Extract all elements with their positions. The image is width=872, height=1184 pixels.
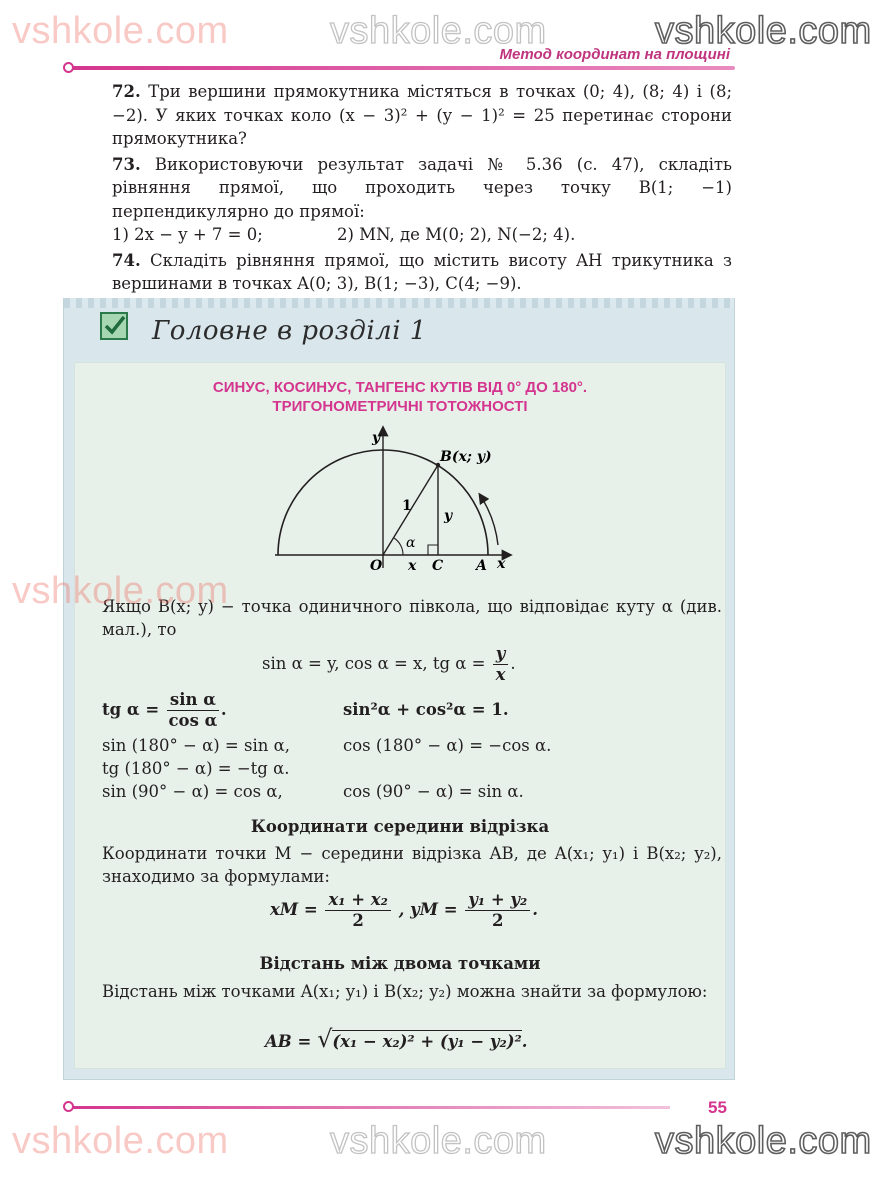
- unit-circle-intro: Якщо B(x; y) − точка одиничного півкола, що відповідає куту α (див. мал.), то: [102, 597, 722, 639]
- watermark: vshkole.com: [12, 1120, 229, 1162]
- y-axis-label: y: [372, 430, 381, 446]
- header-rule-dot: [63, 62, 74, 73]
- point-a-label: A: [476, 558, 487, 574]
- tg-fraction: [493, 644, 509, 685]
- ab-left: AB =: [265, 1032, 312, 1051]
- x-axis-label: x: [497, 556, 506, 572]
- tg-denominator: x: [495, 665, 506, 684]
- page-number: 55: [708, 1098, 727, 1117]
- point-c-label: C: [432, 558, 444, 574]
- tg-ratio-denominator: cos α: [168, 711, 218, 730]
- xm-left: xM =: [270, 900, 318, 919]
- ym-numerator: y₁ + y₂: [465, 890, 530, 911]
- radicand: (x₁ − x₂)² + (y₁ − y₂)²: [332, 1032, 522, 1051]
- exercise-number: 73.: [112, 154, 141, 174]
- reduction-cos-180: cos (180° − α) = −cos α.: [343, 736, 552, 755]
- ym-denominator: 2: [492, 911, 504, 930]
- reduction-cos-90: cos (90° − α) = sin α.: [343, 782, 524, 801]
- watermark: vshkole.com: [12, 10, 229, 52]
- exercise-text: Використовуючи результат задачі № 5.36 (с. 47), складіть рівняння прямої, що проходить через точку B(1; −1) перпендикулярно до прямої:: [112, 154, 733, 221]
- section-title-trig: [75, 378, 725, 416]
- exercise-73-options: [80, 223, 732, 247]
- origin-label: O: [370, 558, 383, 574]
- point-b-label: B(x; y): [440, 449, 492, 465]
- angle-arc: [394, 538, 403, 555]
- tg-identity: tg α = $\frac{\text{sin α}}{\text{cos α}}$ .: [102, 690, 227, 730]
- xm-denominator: 2: [352, 911, 364, 930]
- radius-label: 1: [402, 498, 412, 514]
- exercise-list: [112, 80, 732, 296]
- distance-text: Відстань між точками A(x₁; y₁) і B(x₂; y₂) можна знайти за формулою:: [102, 982, 708, 1001]
- exercise-text: Три вершини прямокутника містяться в точках (0; 4), (8; 4) і (8; −2). У яких точках коло (x − 3)² + (y − 1)² = 25 перетинає сторони прямокутника?: [112, 82, 732, 148]
- section-title-line2: ТРИГОНОМЕТРИЧНІ ТОТОЖНОСТІ: [272, 398, 528, 415]
- xm-fraction: [325, 890, 390, 931]
- checkbox-icon: [100, 312, 128, 340]
- exercise-73: [112, 153, 732, 224]
- watermark: vshkole.com: [330, 10, 547, 52]
- exercise-74: [112, 249, 732, 296]
- footer-rule: [70, 1106, 670, 1109]
- running-header: Метод координат на площині: [499, 46, 730, 63]
- ym-left: , yM =: [398, 900, 458, 919]
- section-title-distance: Відстань між двома точками: [259, 954, 541, 973]
- header-rule: [70, 66, 735, 70]
- basic-formulas: sin α = y, cos α = x, tg α = $\frac{y}{x}$ .: [262, 644, 516, 684]
- reduction-sin-180: sin (180° − α) = sin α,: [102, 736, 291, 755]
- alpha-label: α: [406, 535, 416, 551]
- frame-strip: [64, 298, 734, 308]
- sqrt-icon: √: [317, 1025, 333, 1053]
- exercise-number: 74.: [112, 250, 141, 270]
- midpoint-formulas: xM = $\frac{\text{x₁ + x₂}}{2}$ , yM = $\frac{\text{y₁ + y₂}}{2}$ .: [270, 890, 538, 930]
- tg-numerator: y: [493, 644, 509, 665]
- segment-y-label: y: [444, 508, 453, 524]
- right-angle-mark: [428, 545, 438, 555]
- xm-numerator: x₁ + x₂: [325, 890, 390, 911]
- option-2: 2) MN, де M(0; 2), N(−2; 4).: [337, 225, 576, 244]
- exercise-72: [80, 80, 732, 151]
- unit-semicircle-diagram: [270, 420, 530, 580]
- distance-formula: AB = √(x₁ − x₂)² + (y₁ − y₂)².: [265, 1025, 528, 1053]
- option-1: 1) 2x − y + 7 = 0;: [112, 225, 263, 244]
- tg-ratio-numerator: sin α: [167, 690, 219, 711]
- watermark: vshkole.com: [655, 1120, 872, 1162]
- ym-fraction: [465, 890, 530, 931]
- midpoint-text: Координати точки M − середини відрізка AB, де A(x₁; y₁) і B(x₂; y₂), знаходимо за формулами:: [102, 844, 722, 886]
- pythagorean-identity: sin²α + cos²α = 1.: [343, 700, 509, 719]
- exercise-number: 72.: [112, 82, 141, 101]
- watermark: vshkole.com: [655, 10, 872, 52]
- tg-ratio-fraction: [167, 690, 219, 731]
- watermark: vshkole.com: [12, 570, 229, 612]
- segment-x-label: x: [408, 558, 417, 574]
- reduction-sin-90: sin (90° − α) = cos α,: [102, 782, 283, 801]
- section-title-line1: СИНУС, КОСИНУС, ТАНГЕНС КУТІВ ВІД 0° ДО 180°.: [212, 379, 588, 396]
- tg-left: tg α =: [102, 700, 160, 719]
- basic-formula-text: sin α = y, cos α = x, tg α =: [262, 654, 486, 673]
- watermark: vshkole.com: [330, 1120, 547, 1162]
- reduction-tg-180: tg (180° − α) = −tg α.: [102, 759, 290, 778]
- section-title-midpoint: Координати середини відрізка: [250, 817, 550, 836]
- exercise-text: Складіть рівняння прямої, що містить висоту AH трикутника з вершинами в точках A(0; 3), B(1; −3), C(4; −9).: [112, 250, 732, 293]
- summary-title: Головне в розділі 1: [152, 316, 427, 346]
- footer-rule-dot: [63, 1101, 74, 1112]
